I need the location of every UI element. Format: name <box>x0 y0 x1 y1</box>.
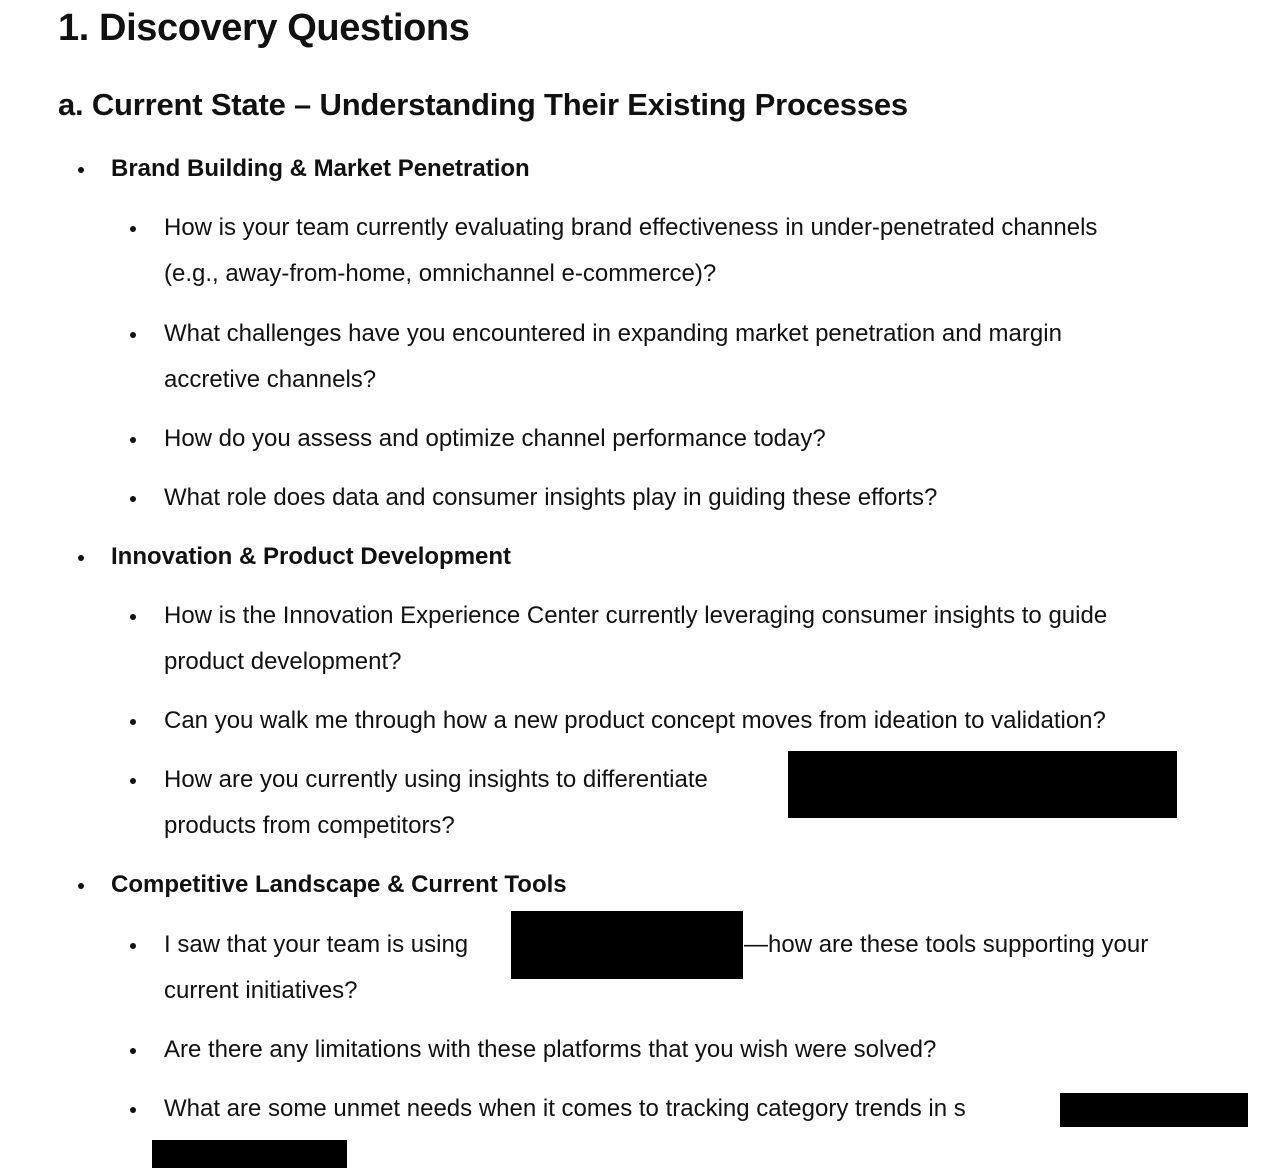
list-item-text-after-redaction: —how are these tools supporting your <box>744 931 1149 958</box>
list-item <box>0 1035 1286 1065</box>
list-item-text: What challenges have you encountered in expanding market penetration and margin <box>164 320 1062 347</box>
bullet-icon <box>130 437 136 443</box>
list-item-text: What role does data and consumer insights play in guiding these efforts? <box>164 484 938 511</box>
list-item-text-continued: accretive channels? <box>164 366 377 393</box>
bullet-icon <box>130 226 136 232</box>
bullet-icon <box>130 496 136 502</box>
list-item <box>0 424 1286 454</box>
section-header-innovation <box>0 542 1286 572</box>
list-item <box>0 706 1286 736</box>
redaction-box <box>788 751 1177 818</box>
list-item-text-continued: current initiatives? <box>164 977 358 1004</box>
section-header-brand-building <box>0 154 1286 184</box>
bullet-icon <box>130 1048 136 1054</box>
bullet-icon <box>130 943 136 949</box>
page-title: 1. Discovery Questions <box>58 7 470 49</box>
list-item-text: How is the Innovation Experience Center currently leveraging consumer insights to guide <box>164 602 1108 629</box>
bullet-icon <box>130 719 136 725</box>
redaction-box <box>152 1140 347 1168</box>
bullet-icon <box>78 555 84 561</box>
list-item-text: Are there any limitations with these platforms that you wish were solved? <box>164 1036 937 1063</box>
list-item <box>0 483 1286 513</box>
list-item <box>0 319 1286 395</box>
bullet-icon <box>130 1107 136 1113</box>
section-title: Brand Building & Market Penetration <box>111 155 530 182</box>
section-title: Innovation & Product Development <box>111 543 512 570</box>
list-item-text-continued: product development? <box>164 648 402 675</box>
bullet-icon <box>78 883 84 889</box>
list-item-text-continued: (e.g., away-from-home, omnichannel e-commerce)? <box>164 260 717 287</box>
list-item-text: How are you currently using insights to differentiate <box>164 766 708 793</box>
section-subtitle: a. Current State – Understanding Their Existing Processes <box>58 87 908 122</box>
section-title: Competitive Landscape & Current Tools <box>111 871 567 898</box>
list-item-text: How do you assess and optimize channel performance today? <box>164 425 826 452</box>
bullet-icon <box>130 778 136 784</box>
bullet-icon <box>130 614 136 620</box>
list-item <box>0 213 1286 289</box>
list-item-text: What are some unmet needs when it comes to tracking category trends in s <box>164 1095 966 1122</box>
bullet-icon <box>78 167 84 173</box>
list-item-text: I saw that your team is using <box>164 931 469 958</box>
list-item-text: How is your team currently evaluating brand effectiveness in under-penetrated channels <box>164 214 1098 241</box>
list-item <box>0 601 1286 677</box>
list-item-text: Can you walk me through how a new product concept moves from ideation to validation? <box>164 707 1106 734</box>
list-item-text-continued: products from competitors? <box>164 812 455 839</box>
redaction-box <box>511 911 743 979</box>
redaction-box <box>1060 1093 1248 1127</box>
bullet-icon <box>130 332 136 338</box>
section-header-competitive-landscape <box>0 870 1286 900</box>
